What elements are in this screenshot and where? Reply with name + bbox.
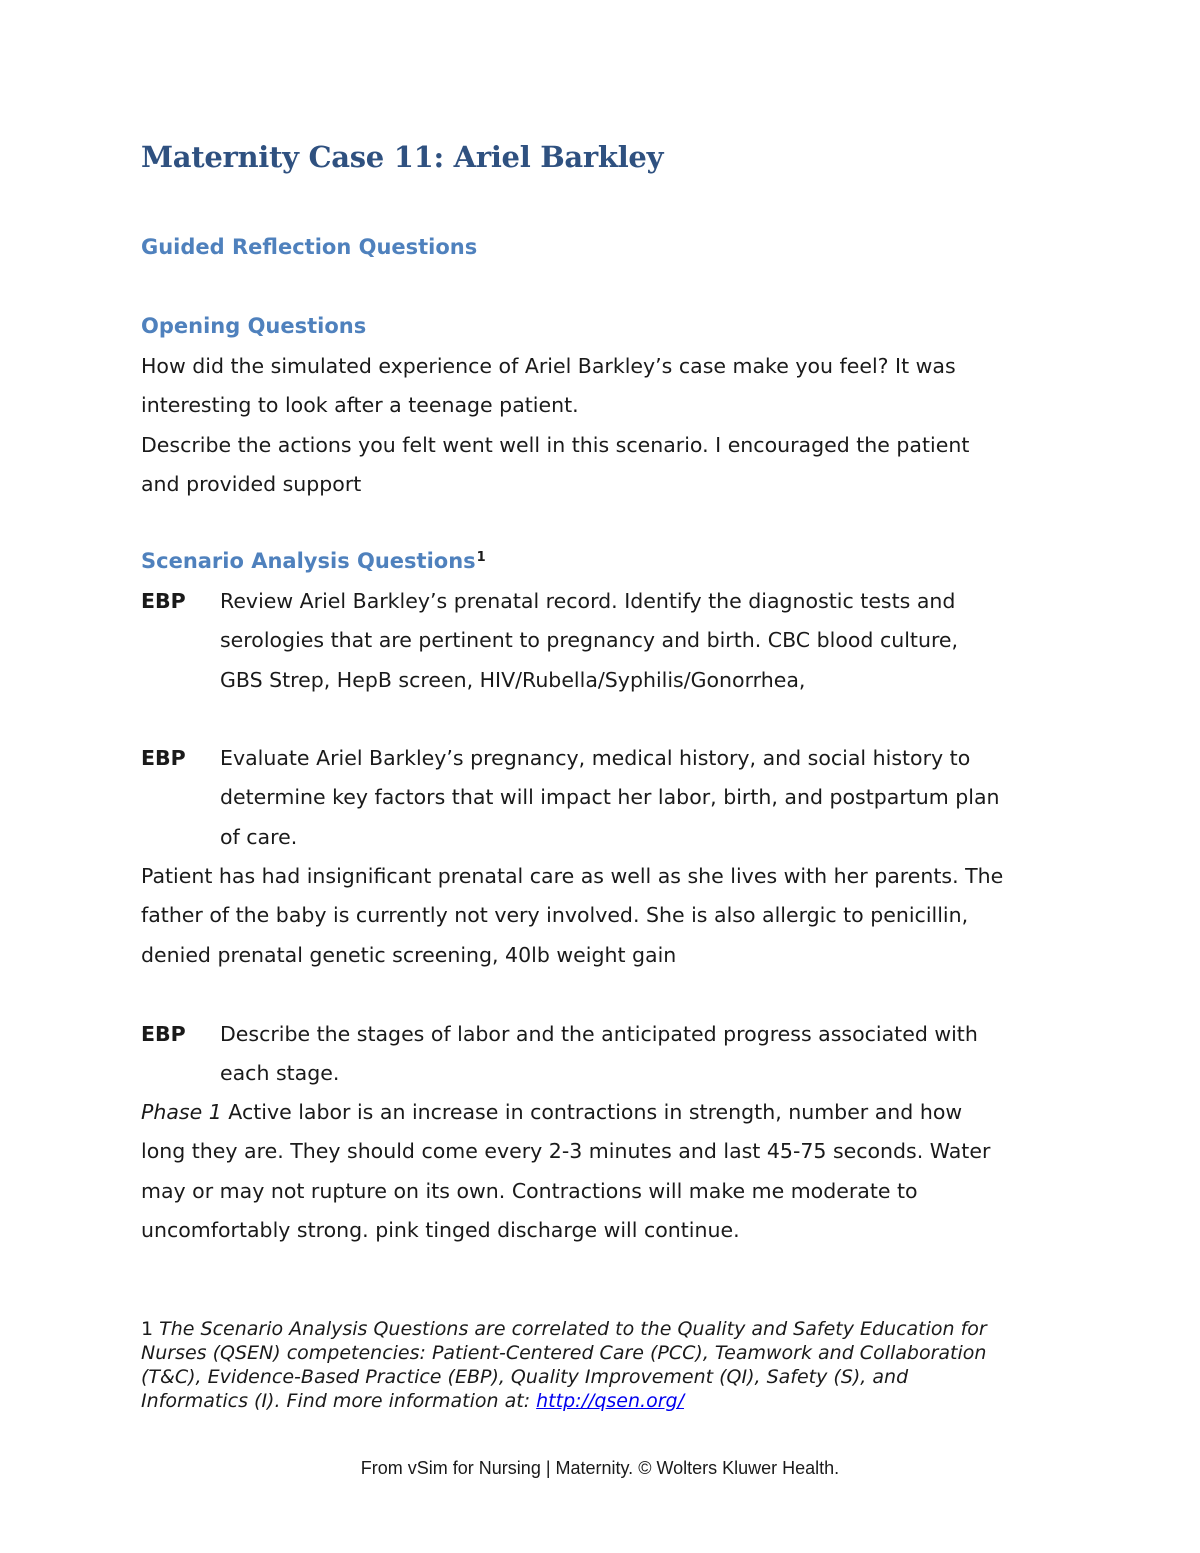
footnote bbox=[141, 1317, 1041, 1413]
scenario-heading-text: Scenario Analysis Questions bbox=[141, 549, 476, 573]
opening-line: How did the simulated experience of Ariel Barkley’s case make you feel? It was bbox=[141, 354, 956, 378]
ebp-question-3 bbox=[220, 1015, 1080, 1094]
phase-label: Phase 1 bbox=[141, 1100, 222, 1124]
footnote-line bbox=[141, 1317, 1041, 1341]
ebp-answer-2 bbox=[141, 857, 1071, 975]
answer-line: Patient has had insignificant prenatal care as well as she lives with her parents. The bbox=[141, 864, 1004, 888]
footnote-text: Informatics (I). Find more information at: bbox=[141, 1390, 537, 1412]
opening-questions-heading: Opening Questions bbox=[141, 314, 367, 338]
question-line: Evaluate Ariel Barkley’s pregnancy, medical history, and social history to bbox=[220, 746, 971, 770]
page-title: Maternity Case 11: Ariel Barkley bbox=[141, 140, 664, 174]
answer-line: uncomfortably strong. pink tinged discharge will continue. bbox=[141, 1217, 740, 1242]
opening-line: Describe the actions you felt went well in this scenario. I encouraged the patient bbox=[141, 432, 970, 457]
question-line: of care. bbox=[220, 824, 298, 849]
question-line: each stage. bbox=[220, 1061, 340, 1086]
footnote-line: (T&C), Evidence-Based Practice (EBP), Quality Improvement (QI), Safety (S), and bbox=[141, 1366, 909, 1388]
answer-first-line: Active labor is an increase in contractions in strength, number and how bbox=[221, 1100, 963, 1124]
opening-questions-body bbox=[141, 347, 1071, 504]
opening-line: and provided support bbox=[141, 471, 362, 496]
answer-line: father of the baby is currently not very involved. She is also allergic to penicillin, bbox=[141, 903, 969, 928]
qsen-link[interactable]: http://qsen.org/ bbox=[536, 1390, 684, 1412]
footnote-line: Nurses (QSEN) competencies: Patient-Centered Care (PCC), Teamwork and Collaboration bbox=[141, 1342, 987, 1364]
page-footer: From vSim for Nursing | Maternity. © Wolters Kluwer Health. bbox=[360, 1458, 840, 1478]
question-line: Review Ariel Barkley’s prenatal record. Identify the diagnostic tests and bbox=[220, 589, 956, 613]
answer-line: denied prenatal genetic screening, 40lb weight gain bbox=[141, 942, 677, 967]
ebp-question-1 bbox=[220, 582, 1080, 700]
question-line: GBS Strep, HepB screen, HIV/Rubella/Syphilis/Gonorrhea, bbox=[220, 667, 806, 692]
ebp-question-2 bbox=[220, 739, 1080, 857]
answer-line bbox=[141, 1093, 1071, 1132]
opening-line: interesting to look after a teenage patient. bbox=[141, 393, 579, 418]
footnote-marker: 1 bbox=[476, 550, 486, 565]
footnote-text: The Scenario Analysis Questions are correlated to the Quality and Safety Education for bbox=[159, 1318, 987, 1340]
footnote-line bbox=[141, 1389, 1041, 1413]
question-line: serologies that are pertinent to pregnancy and birth. CBC blood culture, bbox=[220, 628, 959, 653]
ebp-label: EBP bbox=[141, 589, 186, 613]
answer-line: long they are. They should come every 2-3 minutes and last 45-75 seconds. Water bbox=[141, 1139, 991, 1164]
ebp-label: EBP bbox=[141, 1022, 186, 1046]
footnote-number: 1 bbox=[141, 1318, 154, 1340]
ebp-answer-3 bbox=[141, 1093, 1071, 1250]
ebp-label: EBP bbox=[141, 746, 186, 770]
answer-line: may or may not rupture on its own. Contractions will make me moderate to bbox=[141, 1178, 918, 1203]
subtitle: Guided Reflection Questions bbox=[141, 235, 478, 259]
scenario-analysis-heading bbox=[141, 549, 486, 573]
question-line: determine key factors that will impact her labor, birth, and postpartum plan bbox=[220, 785, 1000, 810]
question-line: Describe the stages of labor and the anticipated progress associated with bbox=[220, 1022, 978, 1046]
